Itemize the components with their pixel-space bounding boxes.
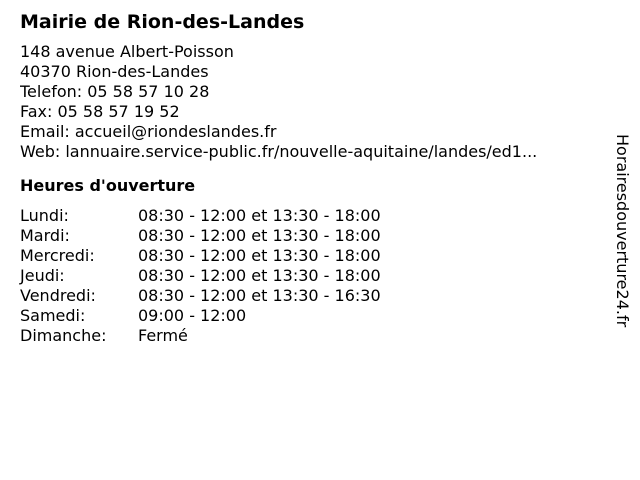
day-label: Mardi: xyxy=(20,226,70,245)
contact-block xyxy=(20,42,610,162)
day-label: Samedi: xyxy=(20,306,86,325)
time-value: 08:30 - 12:00 et 13:30 - 18:00 xyxy=(138,226,381,245)
site-watermark: Horairesdouverture24.fr xyxy=(613,134,632,328)
day-label: Mercredi: xyxy=(20,246,95,265)
time-value: Fermé xyxy=(138,326,188,345)
hours-row-tuesday xyxy=(20,226,610,246)
time-value: 08:30 - 12:00 et 13:30 - 18:00 xyxy=(138,266,381,285)
day-label: Vendredi: xyxy=(20,286,96,305)
hours-row-sunday xyxy=(20,326,610,346)
day-label: Lundi: xyxy=(20,206,69,225)
street-address: 148 avenue Albert-Poisson xyxy=(20,42,234,61)
hours-row-saturday xyxy=(20,306,610,326)
opening-hours-heading: Heures d'ouverture xyxy=(20,176,196,195)
hours-row-thursday xyxy=(20,266,610,286)
time-value: 08:30 - 12:00 et 13:30 - 18:00 xyxy=(138,246,381,265)
fax-number: Fax: 05 58 57 19 52 xyxy=(20,102,180,121)
hours-row-monday xyxy=(20,206,610,226)
time-value: 08:30 - 12:00 et 13:30 - 16:30 xyxy=(138,286,381,305)
phone-number: Telefon: 05 58 57 10 28 xyxy=(20,82,210,101)
time-value: 09:00 - 12:00 xyxy=(138,306,247,325)
opening-hours-table xyxy=(20,206,610,346)
city-address: 40370 Rion-des-Landes xyxy=(20,62,209,81)
business-card xyxy=(20,10,610,346)
day-label: Dimanche: xyxy=(20,326,107,345)
hours-row-wednesday xyxy=(20,246,610,266)
website-url: Web: lannuaire.service-public.fr/nouvelle-aquitaine/landes/ed1... xyxy=(20,142,538,161)
time-value: 08:30 - 12:00 et 13:30 - 18:00 xyxy=(138,206,381,225)
day-label: Jeudi: xyxy=(20,266,65,285)
hours-row-friday xyxy=(20,286,610,306)
email-address: Email: accueil@riondeslandes.fr xyxy=(20,122,277,141)
page-title: Mairie de Rion-des-Landes xyxy=(20,11,305,33)
